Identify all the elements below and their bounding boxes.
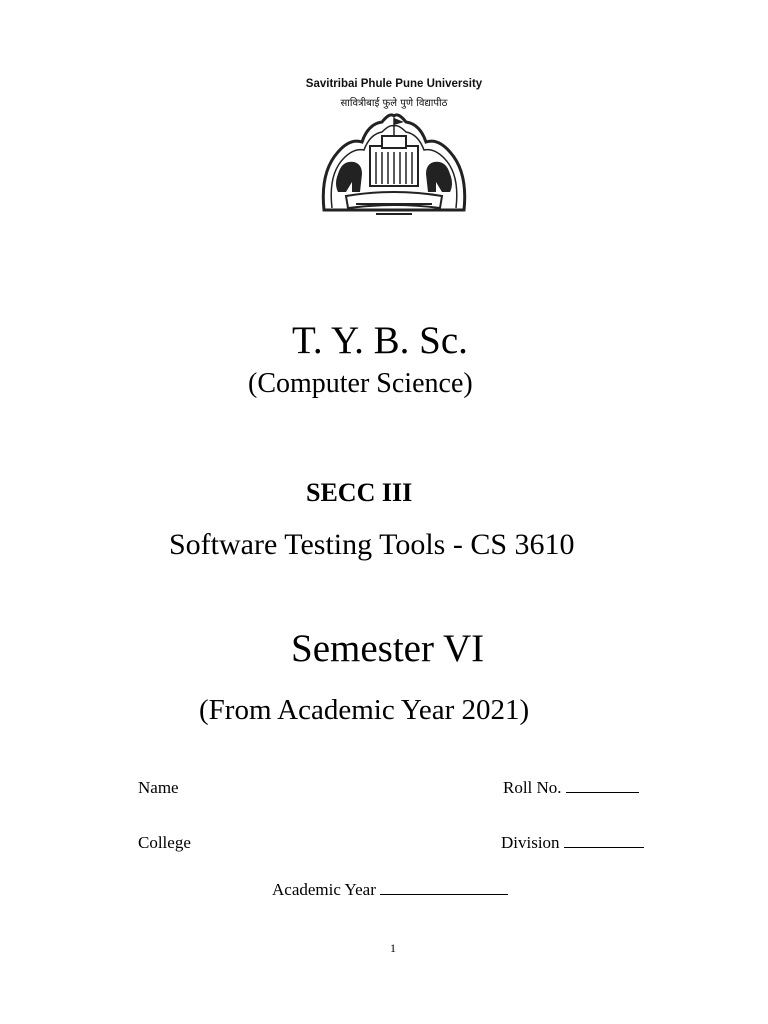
university-name-marathi: सावित्रीबाई फुले पुणे विद्यापीठ	[340, 98, 448, 109]
division-blank	[564, 846, 644, 848]
university-name-english: Savitribai Phule Pune University	[305, 78, 483, 90]
secc-heading: SECC III	[306, 478, 413, 507]
semester-heading: Semester VI	[291, 627, 485, 670]
roll-no-label: Roll No.	[503, 778, 562, 797]
degree-title: T. Y. B. Sc.	[292, 319, 468, 362]
college-label: College	[138, 833, 191, 852]
division-field	[501, 833, 644, 853]
degree-subtitle: (Computer Science)	[248, 368, 473, 399]
academic-year-field	[272, 880, 508, 900]
name-label: Name	[138, 778, 179, 797]
division-label: Division	[501, 833, 560, 852]
roll-no-blank	[566, 791, 639, 793]
university-seal-icon	[316, 112, 472, 224]
academic-year-blank	[380, 893, 508, 895]
academic-year-label: Academic Year	[272, 880, 376, 899]
roll-no-field	[503, 778, 639, 798]
university-logo	[298, 72, 490, 227]
page-number: 1	[390, 941, 396, 955]
course-title: Software Testing Tools - CS 3610	[169, 528, 575, 561]
academic-year-note: (From Academic Year 2021)	[199, 694, 530, 726]
